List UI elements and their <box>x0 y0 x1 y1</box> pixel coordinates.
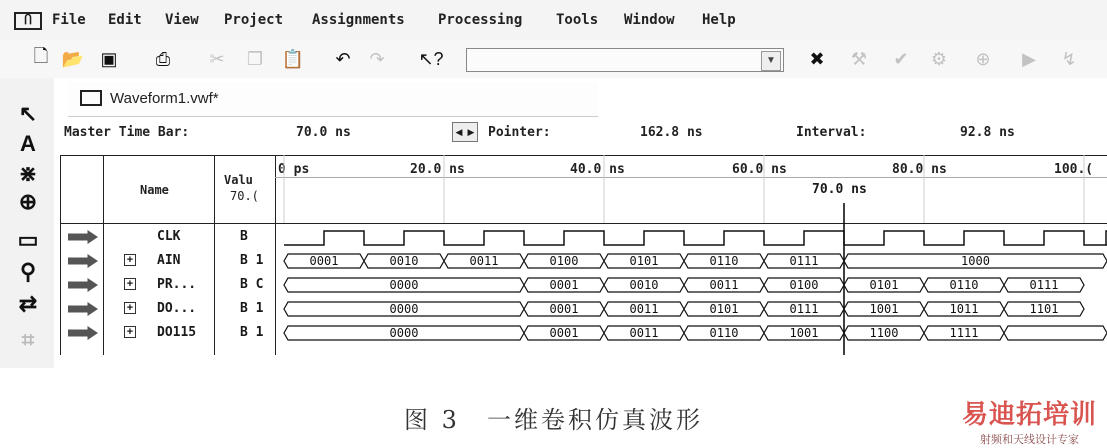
do-bus-value: 0101 <box>709 302 739 316</box>
full-screen-icon[interactable]: ▭ <box>17 227 39 252</box>
menu-help[interactable]: Help <box>702 12 736 28</box>
do-bus-value: 1011 <box>949 302 979 316</box>
signal-name: CLK <box>157 229 181 244</box>
pr-bus-value: 0100 <box>789 278 819 292</box>
zoom-tool-icon[interactable]: ⊕ <box>18 189 38 214</box>
menu-project[interactable]: Project <box>224 12 284 28</box>
signal-row-pr[interactable] <box>60 273 274 297</box>
signal-row-do115[interactable] <box>60 321 274 345</box>
do-bus-value: 0011 <box>629 302 659 316</box>
master-time-bar-label: Master Time Bar: <box>64 125 190 140</box>
pr-bus-value: 0101 <box>869 278 899 292</box>
ain-bus-value: 0101 <box>629 254 659 268</box>
signal-value: B <box>240 229 248 244</box>
interval-value: 92.8 ns <box>960 125 1015 140</box>
do115-bus-value: 0110 <box>709 326 739 340</box>
interval-label: Interval: <box>796 125 867 140</box>
context-help-icon[interactable]: ↖? <box>418 48 444 69</box>
do115-bus-value: 0000 <box>389 326 419 340</box>
signal-name: DO... <box>157 301 197 316</box>
start-simulation-icon[interactable]: ▶ <box>1022 48 1036 69</box>
expand-icon[interactable]: + <box>124 326 136 338</box>
menu-assignments[interactable]: Assignments <box>312 12 405 28</box>
globe-icon[interactable]: ⊕ <box>975 48 991 69</box>
signal-value: B 1 <box>240 325 264 340</box>
tick-label: 40.0 ns <box>570 162 625 177</box>
do-bus-value: 1101 <box>1029 302 1059 316</box>
signal-row-do[interactable] <box>60 297 274 321</box>
menu-bar <box>0 0 1107 41</box>
do-bus-value: 1001 <box>869 302 899 316</box>
menu-window[interactable]: Window <box>624 12 675 28</box>
step-left-icon[interactable]: ◀ <box>455 127 463 137</box>
ain-bus-value: 0011 <box>469 254 499 268</box>
find-icon[interactable]: ⚲ <box>19 259 37 284</box>
do115-bus-value: 1100 <box>869 326 899 340</box>
menu-edit[interactable]: Edit <box>108 12 142 28</box>
pr-bus-value: 0111 <box>1029 278 1059 292</box>
tick-label: 100.( <box>1054 162 1094 177</box>
redo-icon[interactable]: ↷ <box>369 48 385 69</box>
name-column-header[interactable]: Name <box>140 183 169 197</box>
do-bus-value: 0001 <box>549 302 579 316</box>
pr-bus-value: 0000 <box>389 278 419 292</box>
do115-bus-value: 0011 <box>629 326 659 340</box>
waveform-editing-tool-icon[interactable]: ⋇ <box>18 161 38 186</box>
clk-waveform <box>284 231 1107 245</box>
do-bus-value: 0000 <box>389 302 419 316</box>
pointer-value: 162.8 ns <box>640 125 703 140</box>
pr-bus-value: 0011 <box>709 278 739 292</box>
undo-icon[interactable]: ↶ <box>335 48 351 69</box>
signal-row-clk[interactable] <box>60 225 274 249</box>
ain-bus-value: 0110 <box>709 254 739 268</box>
waveform-file-icon <box>80 90 102 106</box>
output-pin-icon <box>68 278 98 292</box>
signal-value: B C <box>240 277 264 292</box>
programmer-icon[interactable]: ↯ <box>1061 48 1077 69</box>
step-right-icon[interactable]: ▶ <box>467 127 475 137</box>
input-pin-icon <box>68 254 98 268</box>
ain-bus-value: 0111 <box>789 254 819 268</box>
ain-bus-value: 0010 <box>389 254 419 268</box>
do115-bus-value: 0001 <box>549 326 579 340</box>
time-bar <box>60 118 1107 148</box>
menu-processing[interactable]: Processing <box>438 12 523 28</box>
document-tab[interactable] <box>68 82 598 117</box>
output-pin-icon <box>68 326 98 340</box>
value-column-header[interactable]: Valu <box>224 173 253 187</box>
tick-label: 60.0 ns <box>732 162 787 177</box>
cut-icon[interactable]: ✂ <box>209 48 225 69</box>
stop-icon[interactable]: ✖ <box>809 48 825 69</box>
output-pin-icon <box>68 302 98 316</box>
open-folder-icon[interactable]: 📂 <box>61 48 85 69</box>
figure-caption: 图 3 一维卷积仿真波形 <box>404 406 703 434</box>
tick-label: 0 ps <box>278 162 310 177</box>
document-title: Waveform1.vwf* <box>110 90 219 107</box>
copy-icon[interactable]: ❐ <box>246 48 264 69</box>
waveform-grid <box>60 155 1107 355</box>
ain-bus-value: 1000 <box>961 254 990 268</box>
paste-icon[interactable]: 📋 <box>281 48 305 69</box>
pr-bus-value: 0010 <box>629 278 659 292</box>
analysis-icon[interactable]: ✔ <box>893 48 909 69</box>
value-column-time: 70.( <box>230 189 259 203</box>
input-pin-icon <box>68 230 98 244</box>
do115-bus-value: 1111 <box>949 326 979 340</box>
pointer-label: Pointer: <box>488 125 551 140</box>
waveform-canvas[interactable] <box>276 155 1107 355</box>
do115-bus-value: 1001 <box>789 326 819 340</box>
do115-bus-segment <box>1004 326 1107 340</box>
watermark-logo <box>962 394 1097 447</box>
watermark-main: 易迪拓培训 <box>961 399 1097 429</box>
waveform-tool-palette <box>0 78 54 368</box>
signal-row-ain[interactable] <box>60 249 274 273</box>
pr-bus-value: 0110 <box>949 278 979 292</box>
master-time-bar-stepper[interactable] <box>452 122 478 142</box>
watermark-sub: 射频和天线设计专家 <box>979 434 1079 446</box>
selection-tool-icon[interactable]: ↖ <box>18 101 38 126</box>
chip-planner-icon[interactable]: ⚙ <box>930 48 948 69</box>
ain-bus-value: 0001 <box>309 254 339 268</box>
chevron-down-icon[interactable]: ▼ <box>761 51 781 71</box>
menu-file[interactable]: File <box>52 12 86 28</box>
expand-icon[interactable]: + <box>124 254 136 266</box>
menu-view[interactable]: View <box>165 12 199 28</box>
main-toolbar <box>0 40 1107 78</box>
project-combo[interactable] <box>466 48 784 72</box>
tick-label: 80.0 ns <box>892 162 947 177</box>
expand-icon[interactable]: + <box>124 302 136 314</box>
save-icon[interactable]: ▣ <box>100 48 118 69</box>
expand-icon[interactable]: + <box>124 278 136 290</box>
print-icon[interactable]: ⎙ <box>155 48 171 69</box>
signal-name: AIN <box>157 253 181 268</box>
signal-name: DO115 <box>157 325 197 340</box>
tick-label: 20.0 ns <box>410 162 465 177</box>
master-time-marker-label: 70.0 ns <box>812 182 867 197</box>
snap-to-grid-icon[interactable]: ⌗ <box>21 327 35 352</box>
replace-icon[interactable]: ⇄ <box>18 291 38 316</box>
ain-bus-value: 0100 <box>549 254 579 268</box>
quartus-logo-icon: Ⴖ <box>14 12 42 30</box>
master-time-bar-value[interactable]: 70.0 ns <box>296 125 351 140</box>
compile-icon[interactable]: ⚒ <box>850 48 868 69</box>
menu-tools[interactable]: Tools <box>556 12 599 28</box>
signal-value: B 1 <box>240 301 264 316</box>
text-tool-icon[interactable]: A <box>20 131 36 156</box>
new-file-icon[interactable]: 🗋 <box>33 46 49 66</box>
signal-name: PR... <box>157 277 197 292</box>
pr-bus-value: 0001 <box>549 278 579 292</box>
signal-value: B 1 <box>240 253 264 268</box>
do-bus-value: 0111 <box>789 302 819 316</box>
